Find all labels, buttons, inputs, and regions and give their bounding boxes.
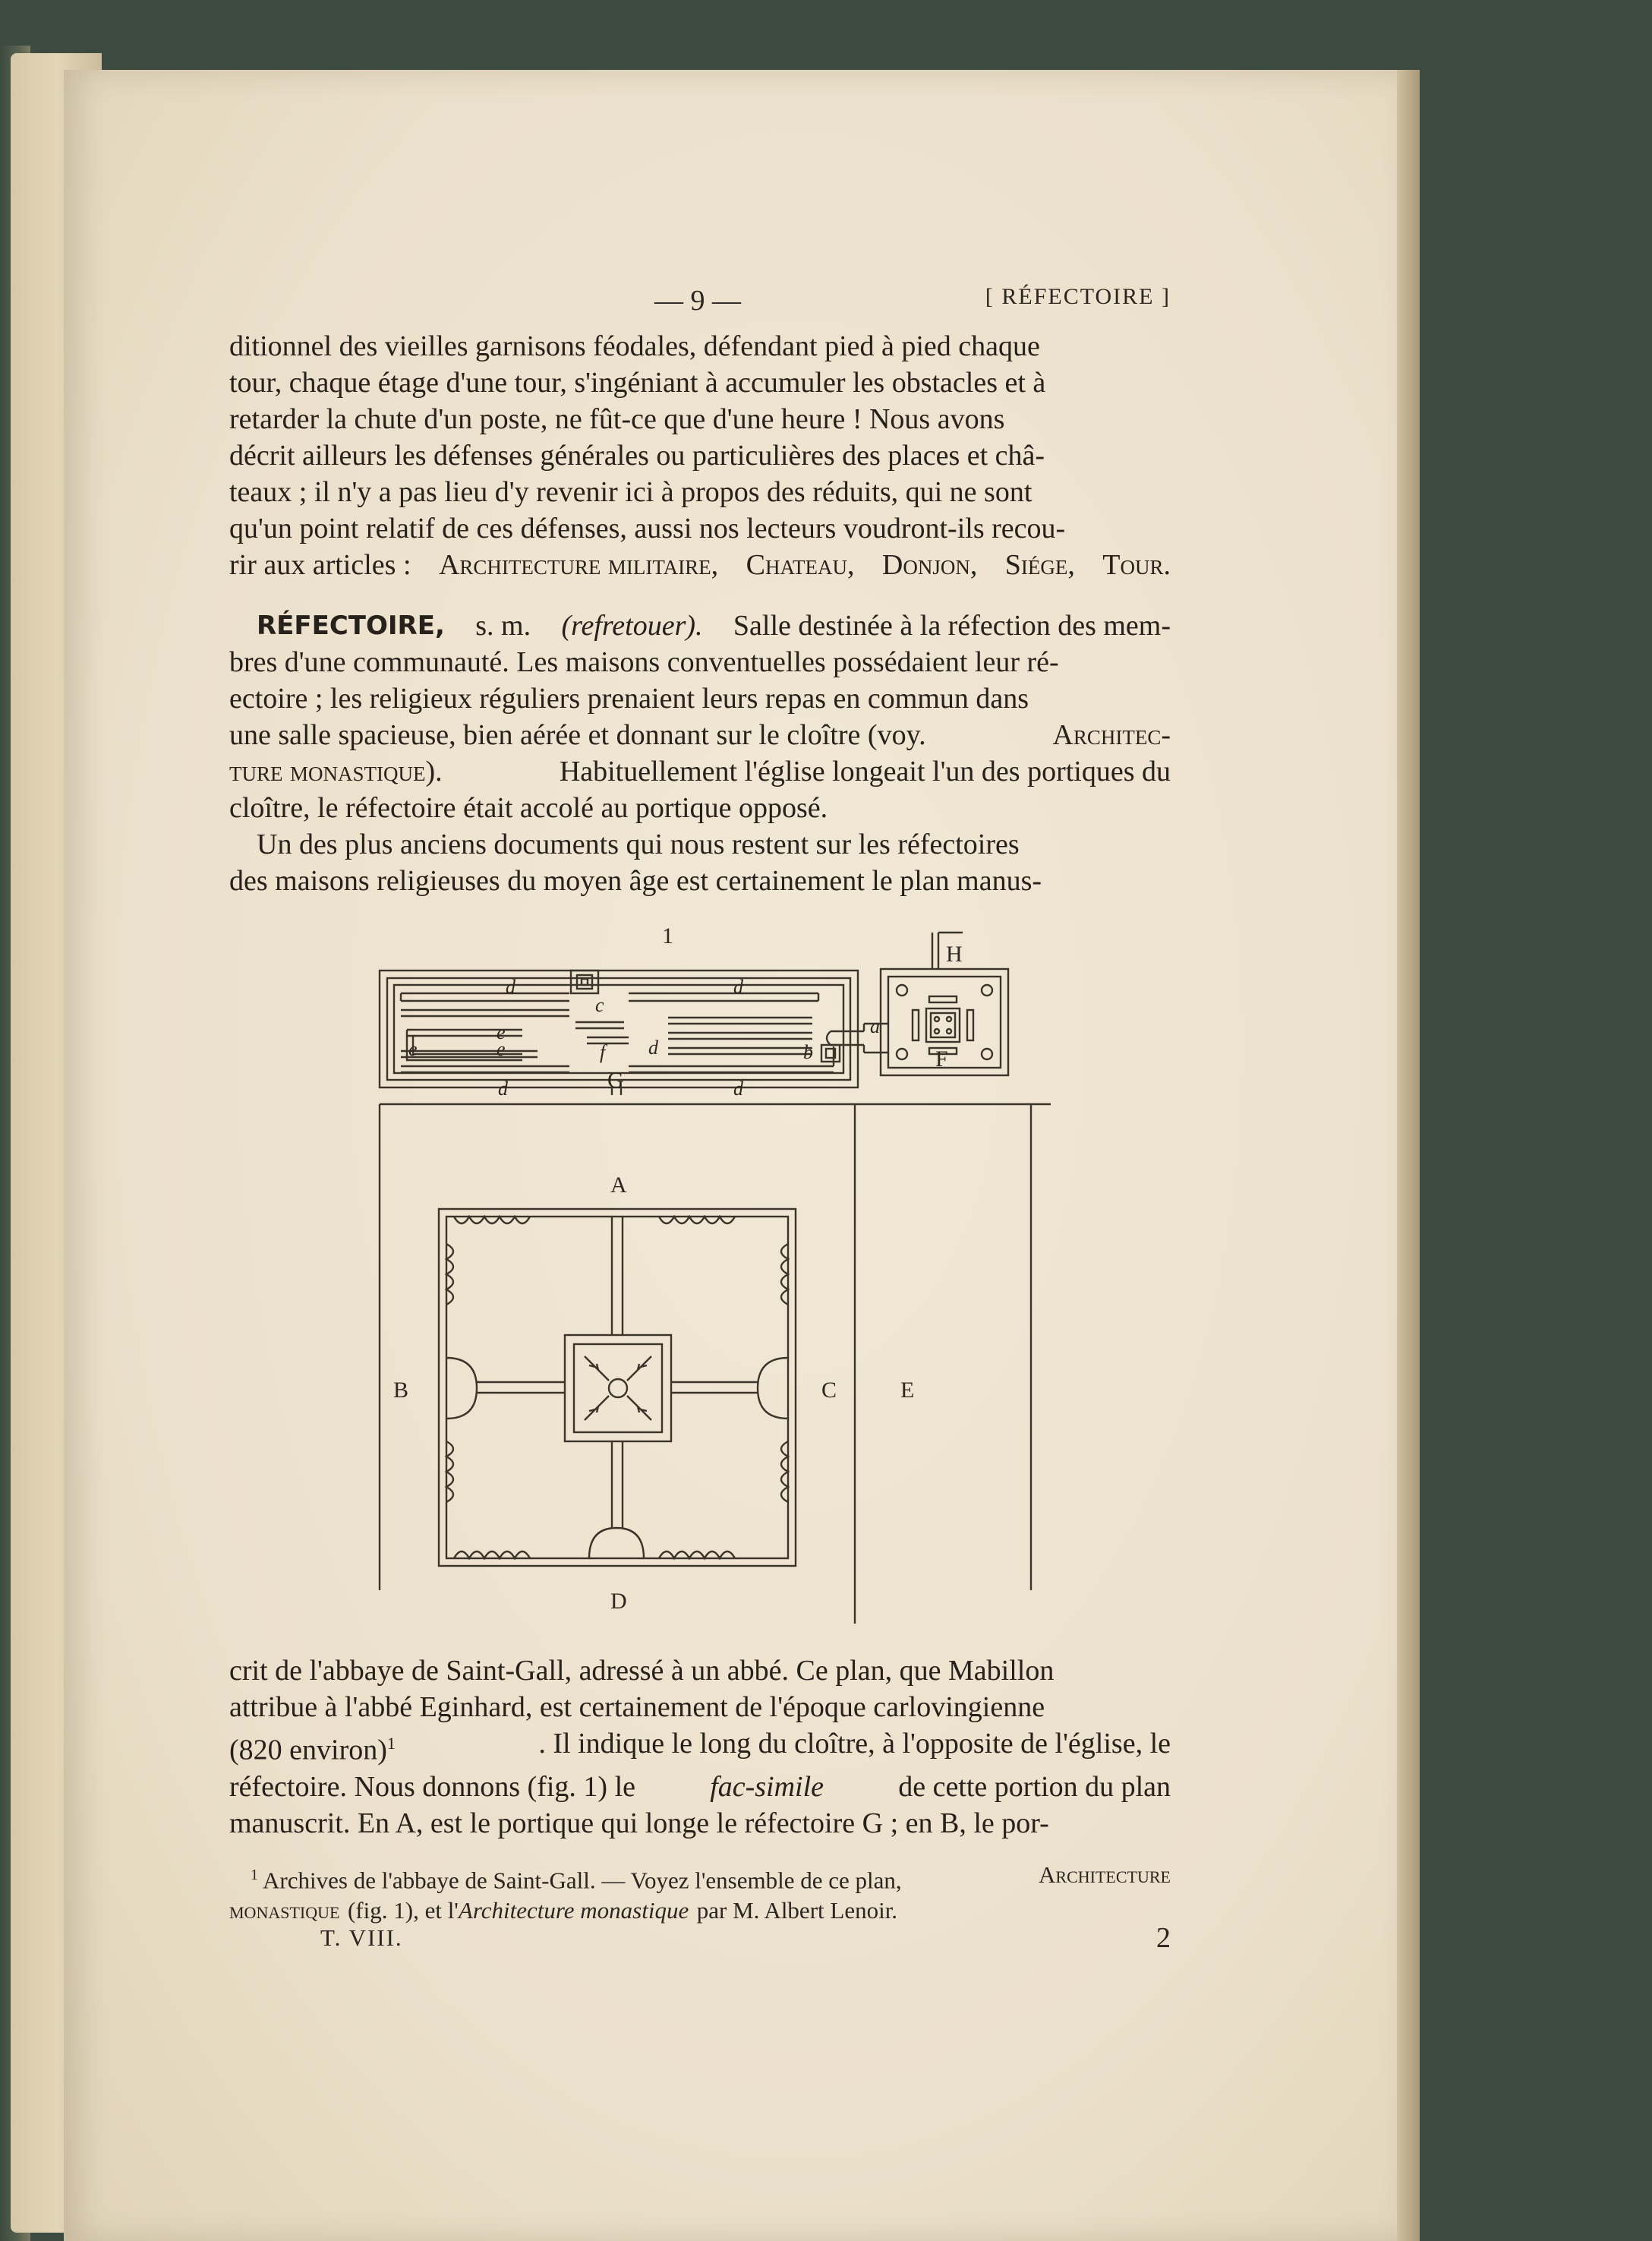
- text-line: [229, 717, 1171, 753]
- cross-reference: Siége,: [1004, 549, 1075, 581]
- paragraph-continued: [229, 328, 1171, 583]
- figure-label-d: d: [648, 1037, 658, 1059]
- text-line: ectoire ; les religieux réguliers prenaient leurs repas en commun dans: [229, 683, 1029, 715]
- page-fore-edge: [1397, 70, 1420, 2241]
- text-run: (820 environ): [229, 1734, 387, 1766]
- figure-number: 1: [662, 923, 673, 948]
- running-head: [ RÉFECTOIRE ]: [985, 284, 1171, 309]
- text-line: [229, 547, 1171, 583]
- figure-label-a: a: [870, 1015, 880, 1037]
- cloister: [380, 1104, 1051, 1624]
- text-line: [229, 608, 1171, 644]
- text-run: . Il indique le long du cloître, à l'opposite de l'église, le: [538, 1728, 1171, 1760]
- cross-reference: Tour.: [1102, 549, 1171, 581]
- figure-label-A: A: [610, 1173, 627, 1198]
- figure-label-b: b: [803, 1041, 813, 1063]
- text-line: cloître, le réfectoire était accolé au portique opposé.: [229, 792, 828, 824]
- text-line: retarder la chute d'un poste, ne fût-ce que d'une heure ! Nous avons: [229, 403, 1005, 435]
- figure-label-e: e: [497, 1021, 506, 1043]
- figure-label-D: D: [610, 1589, 627, 1614]
- text-line: tour, chaque étage d'une tour, s'ingéniant à accumuler les obstacles et à: [229, 367, 1046, 399]
- text-run: [229, 1725, 396, 1769]
- dictionary-entry: [229, 608, 1171, 899]
- footnote-ref: 1: [386, 1734, 396, 1753]
- figure-label-d: d: [498, 1078, 508, 1100]
- text-line: ditionnel des vieilles garnisons féodales, défendant pied à pied chaque: [229, 330, 1040, 362]
- text-run: (fig. 1), et l': [347, 1897, 459, 1924]
- cross-reference: Architecture: [1039, 1861, 1171, 1888]
- text-line: attribue à l'abbé Eginhard, est certainement de l'époque carlovingienne: [229, 1691, 1045, 1723]
- figure-label-B: B: [393, 1378, 409, 1403]
- text-run: Archives de l'abbaye de Saint-Gall. — Voyez l'ensemble de ce plan,: [263, 1867, 902, 1894]
- text-line: décrit ailleurs les défenses générales ou particulières des places et châ-: [229, 440, 1045, 472]
- text-line: bres d'une communauté. Les maisons conventuelles possédaient leur ré-: [229, 646, 1059, 678]
- text-run: Habituellement l'église longeait l'un des portiques du: [559, 756, 1171, 788]
- figure-label-F: F: [935, 1046, 948, 1072]
- figure-label-C: C: [821, 1378, 837, 1403]
- signature-mark: 2: [1156, 1922, 1171, 1954]
- text-run: rir aux articles :: [229, 549, 411, 581]
- text-line: [229, 1769, 1171, 1805]
- italic-title: Architecture monastique: [458, 1897, 689, 1924]
- volume-mark: T. VIII.: [320, 1924, 403, 1951]
- text-line: [229, 1895, 1171, 1926]
- text-line: Un des plus anciens documents qui nous restent sur les réfectoires: [257, 829, 1020, 860]
- kitchen-building: [827, 933, 1008, 1075]
- text-line: teaux ; il n'y a pas lieu d'y revenir ici à propos des réduits, qui ne sont: [229, 476, 1032, 508]
- text-run: de cette portion du plan: [898, 1770, 1171, 1803]
- entry-etymology: (refretouer).: [561, 610, 703, 642]
- text-run: par M. Albert Lenoir.: [696, 1897, 898, 1924]
- text-line: [229, 1725, 1171, 1769]
- italic-term: fac-simile: [710, 1770, 824, 1803]
- cross-reference: Chateau,: [746, 549, 855, 581]
- text-run: [348, 1895, 689, 1926]
- text-line: manuscrit. En A, est le portique qui longe le réfectoire G ; en B, le por-: [229, 1807, 1049, 1839]
- footnote-marker: 1: [251, 1867, 258, 1883]
- cross-reference: monastique: [229, 1897, 340, 1924]
- figure-label-H: H: [946, 942, 963, 967]
- text-line: [229, 753, 1171, 790]
- figure-label-c: c: [595, 994, 604, 1016]
- text-line: des maisons religieuses du moyen âge est certainement le plan manus-: [229, 865, 1042, 897]
- cross-reference: ture monastique).: [229, 756, 443, 788]
- cross-reference: Donjon,: [881, 549, 978, 581]
- figure-label-E: E: [900, 1378, 915, 1403]
- figure-label-d: d: [506, 976, 515, 998]
- text-line: [229, 1860, 1171, 1895]
- text-run: réfectoire. Nous donnons (fig. 1) le: [229, 1770, 636, 1803]
- figure-label-d: d: [733, 1078, 743, 1100]
- figure-label-e: e: [408, 1038, 418, 1060]
- paragraph: [229, 1652, 1171, 1842]
- entry-pos: s. m.: [475, 610, 531, 642]
- figure-plan-saint-gall: [370, 917, 1107, 1624]
- figure-label-e: e: [497, 1038, 506, 1060]
- page-number: — 9 —: [654, 285, 741, 317]
- figure-label-f: f: [600, 1041, 606, 1063]
- cross-reference: Architecture militaire,: [438, 549, 719, 581]
- figure-label-G: G: [607, 1068, 624, 1093]
- text-run: [251, 1860, 902, 1895]
- page-header: [229, 284, 1171, 322]
- text-line: crit de l'abbaye de Saint-Gall, adressé à un abbé. Ce plan, que Mabillon: [229, 1655, 1055, 1687]
- entry-headword: RÉFECTOIRE,: [257, 611, 445, 641]
- text-run: Salle destinée à la réfection des mem-: [733, 610, 1171, 642]
- text-line: qu'un point relatif de ces défenses, aussi nos lecteurs voudront-ils recou-: [229, 513, 1066, 544]
- cross-reference: Architec-: [1052, 719, 1171, 751]
- text-run: une salle spacieuse, bien aérée et donnant sur le cloître (voy.: [229, 719, 926, 751]
- figure-label-d: d: [733, 976, 743, 998]
- footnote: [229, 1860, 1171, 1926]
